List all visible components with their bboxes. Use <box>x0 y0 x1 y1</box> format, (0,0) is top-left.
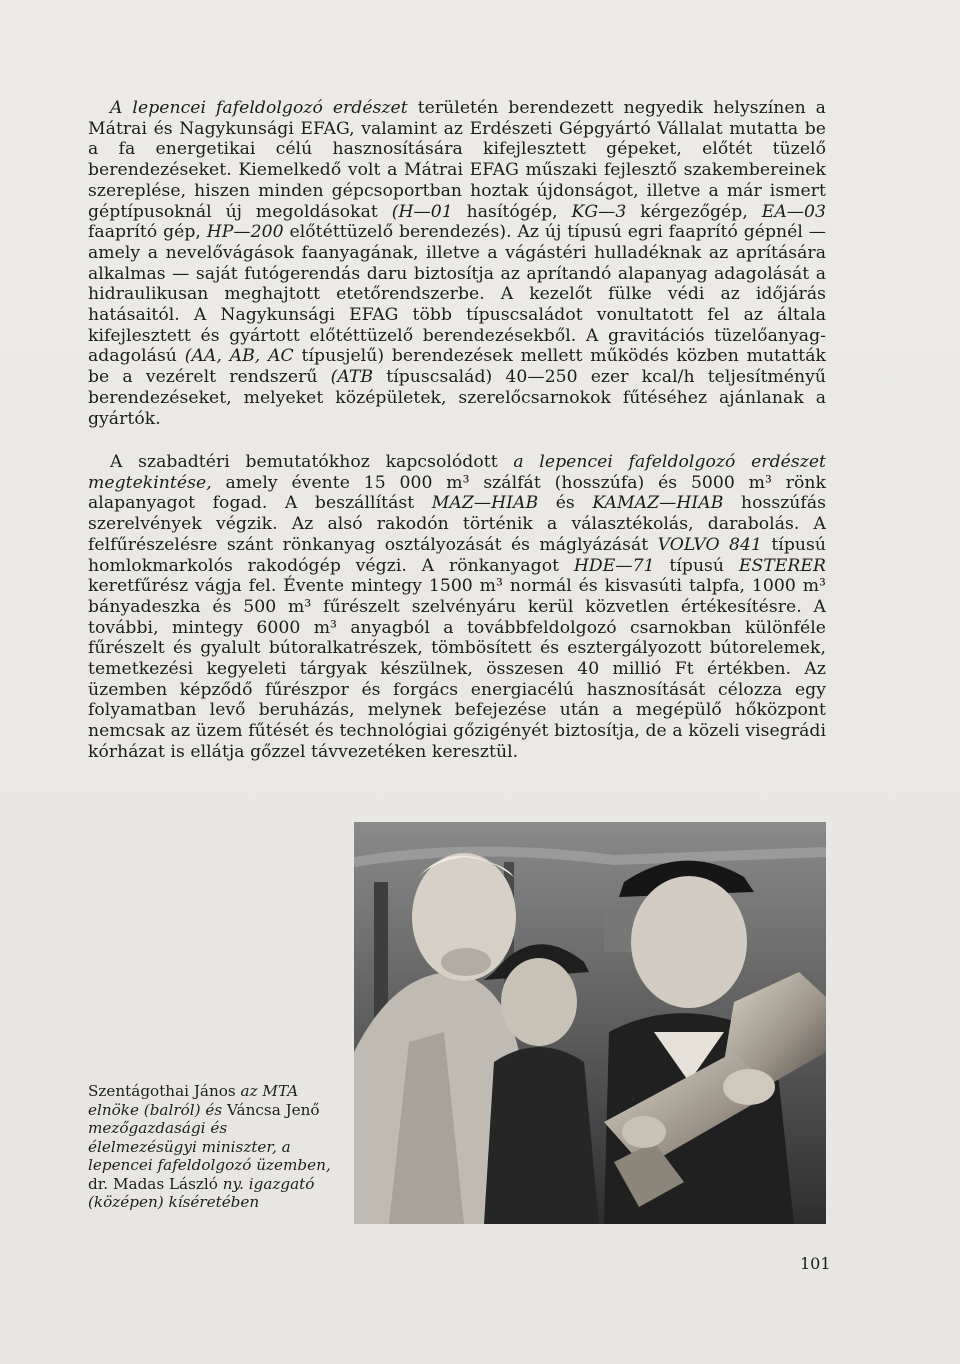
body-text: amely évente 15 000 m³ szálfát (hosszúfa) és 5000 m³ rönk alapanyagot fogad. A beszállítást <box>88 472 826 514</box>
photo-caption <box>88 1082 333 1212</box>
italic-text: HP—200 <box>206 222 284 243</box>
caption-text: dr. Madas László <box>88 1174 218 1193</box>
italic-text: (AA, AB, AC <box>184 346 294 367</box>
caption-italic: az MTA elnöke (balról) és <box>88 1082 299 1119</box>
body-text: A szabadtéri bemutatókhoz kapcsolódott <box>110 452 514 472</box>
italic-text: HDE—71 <box>573 555 655 576</box>
caption-italic: ny. igazgató (középen) kíséretében <box>88 1174 315 1211</box>
italic-text: KAMAZ—HIAB <box>592 493 724 514</box>
italic-text: VOLVO 841 <box>657 534 762 555</box>
body-text: területén berendezett negyedik helyszínen a Mátrai és Nagykunsági EFAG, valamint az Erdészeti Gépgyártó Vállalat mutatta be a fa energetikai célú hasznosítására kifejlesztett gépeket, előtét tüzelő berendezéseket. Kiemelkedő volt a Mátrai EFAG műszaki fejlesztő szakembereinek szereplése, hiszen minden gépcsoportban hoztak újdonságot, illetve a már ismert géptípusoknál új megoldásokat <box>88 98 826 222</box>
body-text: és <box>538 493 593 514</box>
body-text: hasítógép, <box>452 201 572 222</box>
body-text: típusjelű) berendezések mellett működés közben mutatták be a vezérelt rendszerű <box>88 346 826 388</box>
caption-text: Váncsa Jenő <box>226 1100 320 1119</box>
photograph-visitors <box>354 822 826 1224</box>
body-text: típusú homlokmarkolós rakodógép végzi. A rönkanyagot <box>88 534 826 576</box>
italic-text: A lepencei fafeldolgozó erdészet <box>110 98 408 118</box>
caption-italic: mezőgazdasági és élelmezésügyi miniszter, a lepencei fafeldolgozó üzemben, <box>88 1119 331 1174</box>
italic-text: (ATB <box>330 367 374 388</box>
page-number: 101 <box>800 1254 831 1273</box>
italic-text: (H—01 <box>391 201 453 222</box>
body-text: előtéttüzelő berendezés). Az új típusú egri faaprító gépnél — amely a nevelővágások faanyagának, illetve a vágástéri hulladéknak az aprítására alkalmas — saját futógerendás daru biztosítja az aprítandó alapanyag adagolását a hidraulikusan meghajtott etetőrendszerbe. A kezelőt fülke védi az időjárás hatásaitól. A Nagykunsági EFAG több típuscsaládot vonultatott fel az általa kifejlesztett és gyártott előtéttüzelő berendezésekből. A gravitációs tüzelőanyag-adagolású <box>88 222 827 367</box>
body-text: típusú <box>654 555 739 576</box>
body-text: faaprító gép, <box>88 222 207 243</box>
paragraph-lepencei-exhibition <box>88 98 826 429</box>
body-text: hosszúfás szerelvények végzik. Az alsó rakodón történik a választékolás, darabolás. A felfűrészelésre szánt rönkanyag osztályozását és máglyázását <box>88 493 827 555</box>
italic-text: a lepencei fafeldolgozó erdészet megtekintése, <box>88 452 827 493</box>
italic-text: MAZ—HIAB <box>431 493 539 514</box>
italic-text: EA—03 <box>761 201 826 222</box>
body-text: kérgezőgép, <box>626 201 762 222</box>
body-text: keretfűrész vágja fel. Évente mintegy 1500 m³ normál és kisvasúti talpfa, 1000 m³ bányadeszka és 500 m³ fűrészelt szelvényáru kerül közvetlen értékesítésre. A további, mintegy 6000 m³ anyagból a továbbfeldolgozó csarnokban különféle fűrészelt és gyalult bútoralkatrészek, tömbösített és esztergályozott bútorelemek, temetkezési kegyeleti tárgyak készülnek, összesen 40 millió Ft értékben. Az üzemben képződő fűrészpor és forgács energiacélú hasznosítását célozza egy folyamatban levő beruházás, melynek befejezése után a megépülő hőközpont nemcsak az üzem fűtését és technológiai gőzigényét biztosítja, de a közeli visegrádi kórházat is ellátja gőzzel távvezetéken keresztül. <box>88 576 826 762</box>
body-text: típuscsalád) 40—250 ezer kcal/h teljesítményű berendezéseket, melyeket középületek, szerelőcsarnokok fűtéséhez ajánlanak a gyártók. <box>88 367 826 429</box>
italic-text: KG—3 <box>571 201 627 222</box>
caption-text: Szentágothai János <box>88 1082 236 1100</box>
paragraph-sawmill <box>88 452 826 763</box>
italic-text: ESTERER <box>738 555 826 576</box>
